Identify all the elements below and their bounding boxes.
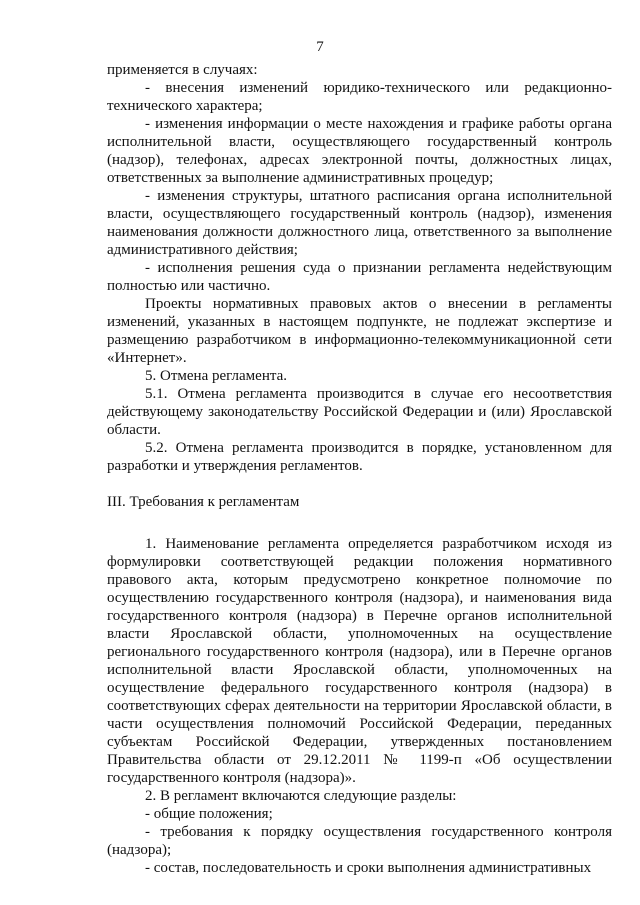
paragraph: - общие положения; (145, 806, 273, 822)
paragraph: - внесения изменений юридико-технического или редакционно-технического характера; (107, 80, 612, 114)
document-body (107, 61, 612, 877)
paragraph: Проекты нормативных правовых актов о внесении в регламенты изменений, указанных в настоящем подпункте, не подлежат экспертизе и размещению разработчиком в информационно-телекоммуникационной сети «Интернет». (107, 296, 612, 366)
paragraph: - требования к порядку осуществления государственного контроля (надзора); (107, 824, 612, 858)
section-heading: III. Требования к регламентам (107, 494, 300, 510)
paragraph: - исполнения решения суда о признании регламента недействующим полностью или частично. (107, 260, 612, 294)
paragraph: 1. Наименование регламента определяется разработчиком исходя из формулировки соответствующей редакции положения нормативного правового акта, которым предусмотрено конкретное полномочие по осуществлению государственного контроля (надзора), и наименования вида государственного контроля (надзора) в Перечне органов исполнительной власти Ярославской области, уполномоченных на осуществление регионального государственного контроля (надзора), или в Перечне органов исполнительной власти Ярославской области, уполномоченных на осуществление федерального государственного контроля (надзора) в соответствующих сферах деятельности на территории Ярославской области, в части осуществления полномочий Российской Федерации, переданных субъектам Российской Федерации, утвержденных постановлением Правительства области от 29.12.2011 № 1199-п «Об осуществлении государственного контроля (надзора)». (107, 536, 612, 786)
paragraph: 5.1. Отмена регламента производится в случае его несоответствия действующему законодательству Российской Федерации и (или) Ярославской области. (107, 386, 612, 438)
paragraph: 5.2. Отмена регламента производится в порядке, установленном для разработки и утверждения регламентов. (107, 440, 612, 474)
paragraph: 5. Отмена регламента. (145, 368, 287, 384)
paragraph: применяется в случаях: (107, 62, 258, 78)
paragraph: - состав, последовательность и сроки выполнения административных (145, 860, 592, 876)
paragraph: - изменения структуры, штатного расписания органа исполнительной власти, осуществляющего государственный контроль (надзор), изменения наименования должности должностного лица, ответственного за выполнение административного действия; (107, 188, 612, 258)
paragraph: - изменения информации о месте нахождения и графике работы органа исполнительной власти, осуществляющего государственный контроль (надзор), телефонах, адресах электронной почты, должностных лицах, ответственных за выполнение административных процедур; (107, 116, 612, 186)
page-number: 7 (316, 39, 324, 55)
paragraph: 2. В регламент включаются следующие разделы: (145, 788, 457, 804)
